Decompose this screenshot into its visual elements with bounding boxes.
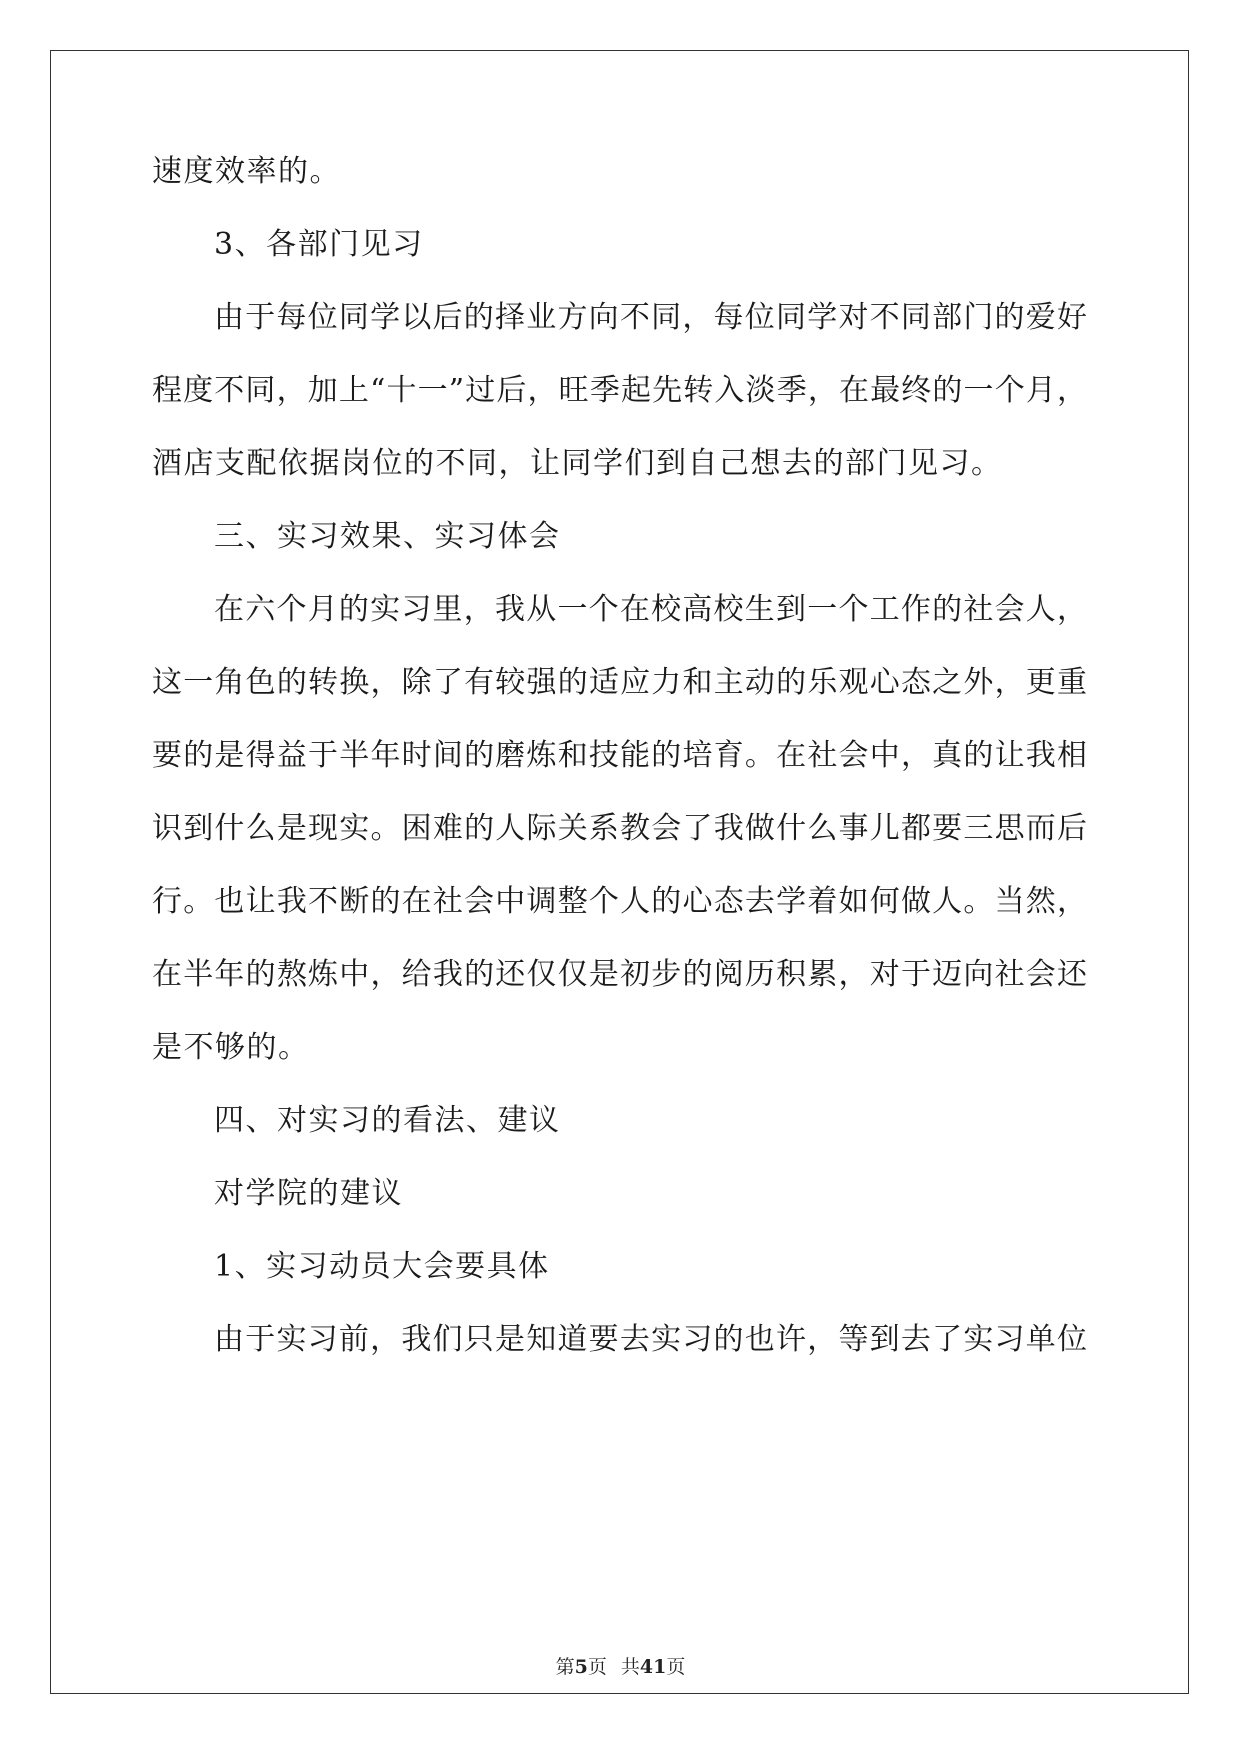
footer-total-pages: 41 (639, 1656, 667, 1678)
page-border (50, 50, 1189, 1694)
text-line-3: 由于每位同学以后的择业方向不同，每位同学对不同部门的爱好 (214, 300, 1087, 335)
section-heading-3: 3、各部门见习 (214, 227, 424, 262)
text-line-7: 在六个月的实习里，我从一个在校高校生到一个工作的社会人， (214, 592, 1087, 627)
footer-page-prefix: 第 (555, 1656, 575, 1678)
section-heading-four: 四、对实习的看法、建议 (214, 1103, 561, 1138)
text-line-8: 这一角色的转换，除了有较强的适应力和主动的乐观心态之外，更重 (152, 665, 1087, 700)
text-line-11: 行。也让我不断的在社会中调整个人的心态去学着如何做人。当然， (152, 884, 1087, 919)
text-line-9: 要的是得益于半年时间的磨炼和技能的培育。在社会中，真的让我相 (152, 738, 1087, 773)
text-line-1: 速度效率的。 (152, 154, 341, 189)
footer-page-number: 5 (574, 1656, 588, 1678)
page-footer (0, 1655, 1241, 1679)
text-line-10: 识到什么是现实。困难的人际关系教会了我做什么事儿都要三思而后 (152, 811, 1087, 846)
subheading-college-advice: 对学院的建议 (214, 1176, 403, 1211)
footer-total-suffix: 页 (666, 1656, 686, 1678)
text-line-5: 酒店支配依据岗位的不同，让同学们到自己想去的部门见习。 (152, 446, 1003, 481)
text-line-4: 程度不同，加上“十一”过后，旺季起先转入淡季，在最终的一个月， (152, 373, 1087, 408)
section-heading-1: 1、实习动员大会要具体 (214, 1249, 550, 1284)
footer-total-prefix: 共 (620, 1656, 640, 1678)
text-line-12: 在半年的熬炼中，给我的还仅仅是初步的阅历积累，对于迈向社会还 (152, 957, 1087, 992)
section-heading-three: 三、实习效果、实习体会 (214, 519, 561, 554)
text-line-17: 由于实习前，我们只是知道要去实习的也许，等到去了实习单位 (214, 1322, 1087, 1357)
footer-page-suffix: 页 (587, 1656, 607, 1678)
text-line-13: 是不够的。 (152, 1030, 310, 1065)
